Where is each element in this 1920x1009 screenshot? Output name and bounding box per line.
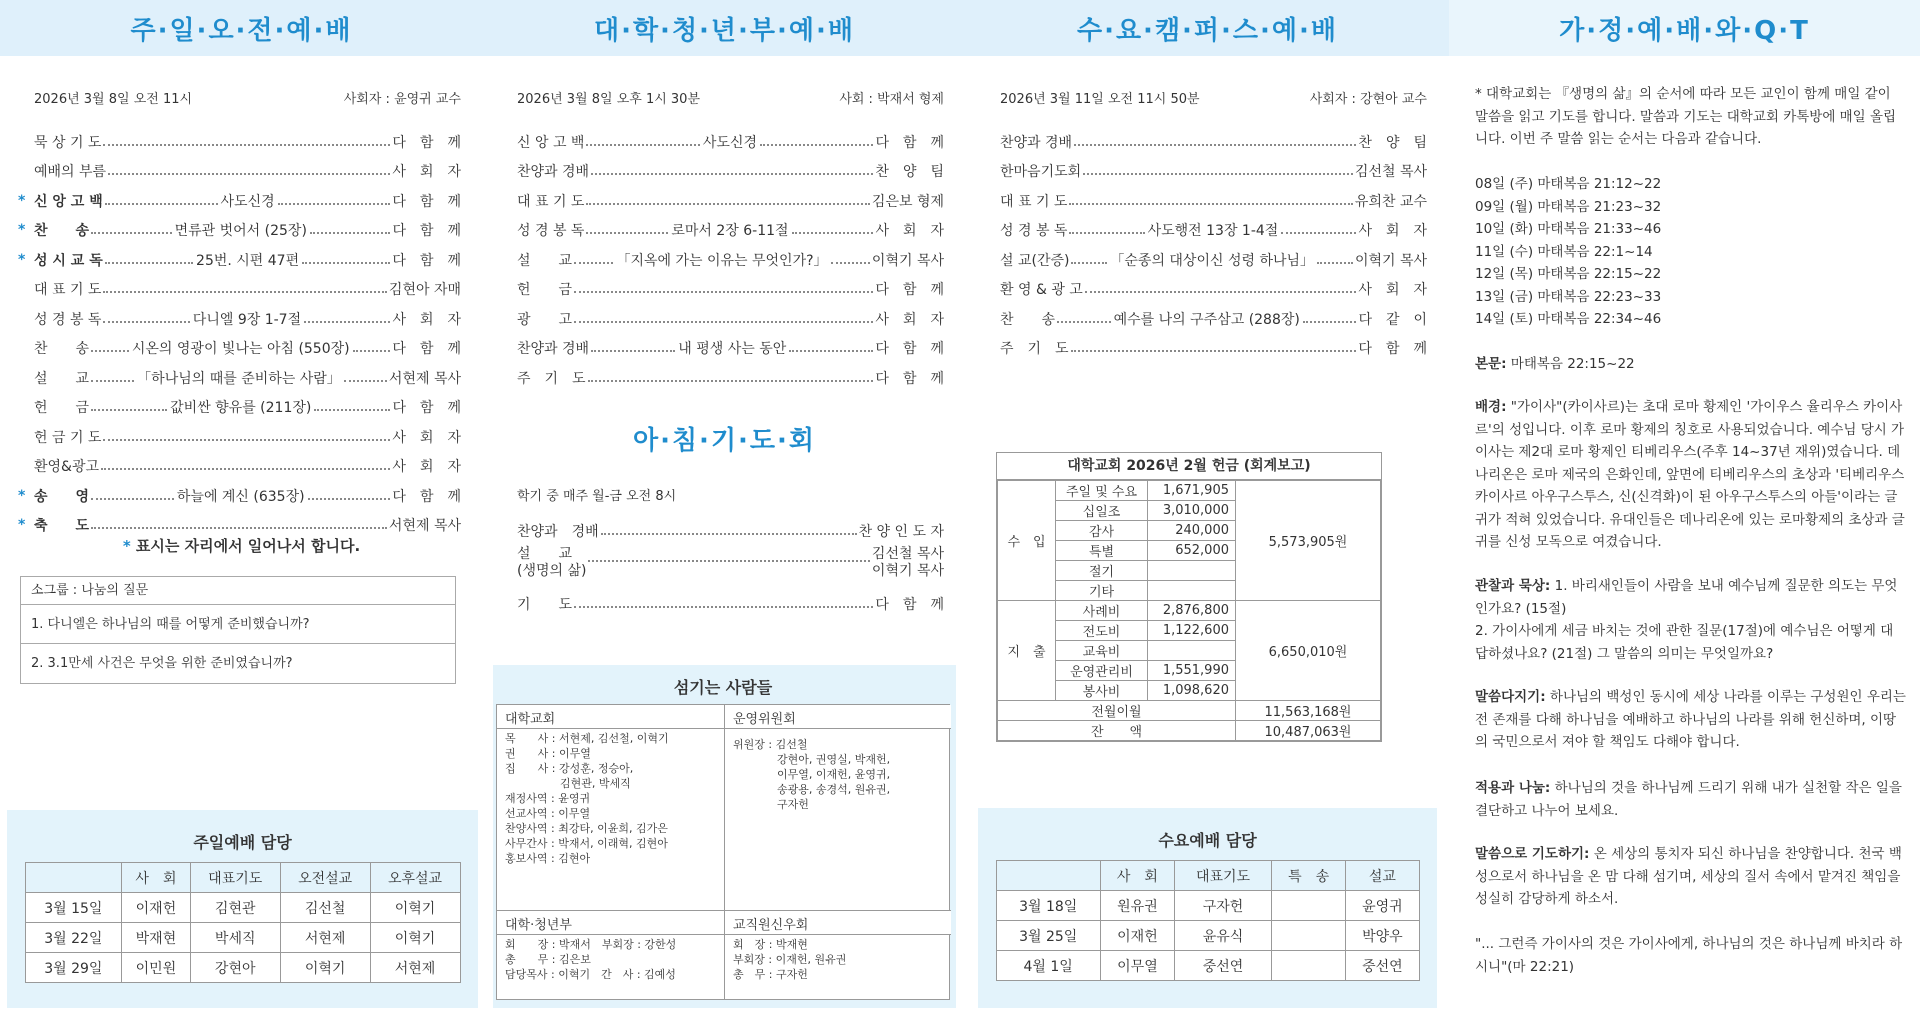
group-question: 2. 3.1만세 사건은 무엇을 위한 준비였습니까? — [31, 656, 293, 671]
duty-cell: 서현제 — [280, 923, 370, 953]
wednesday-duty-box — [978, 808, 1437, 1008]
reading-day: 08일 (주) 마태복음 21:12~22 — [1475, 176, 1662, 192]
duty-cell: 이혁기 — [280, 953, 370, 983]
duty-header: 대표기도 — [190, 863, 280, 893]
order-item-person: 다 함 께 — [875, 134, 945, 151]
reading-day: 11일 (수) 마태복음 22:1~14 — [1475, 243, 1653, 260]
order-item-person: 다 함 께 — [392, 134, 461, 151]
duty-header — [996, 861, 1100, 891]
offering-cell: 주일 및 수요 — [1056, 481, 1148, 501]
order-item-name: 찬양과 경배 — [1000, 134, 1073, 151]
duty-cell: 3월 25일 — [996, 921, 1100, 951]
wednesday-order-list — [966, 127, 1449, 363]
offering-cell: 전월이월 — [998, 701, 1236, 721]
sunday-order-list — [0, 127, 483, 540]
offering-cell: 전도비 — [1056, 621, 1148, 641]
servers-header: 교직원신우회 — [725, 911, 951, 935]
order-item-name: 예배의 부름 — [34, 164, 107, 181]
small-group-questions — [20, 576, 456, 684]
table-row — [25, 893, 460, 923]
order-row — [0, 393, 483, 423]
order-item-name: 찬 송 — [34, 341, 90, 358]
table-row — [25, 953, 460, 983]
order-row — [0, 363, 483, 393]
order-row — [0, 245, 483, 275]
servers-header: 운영위원회 — [725, 705, 951, 729]
order-row — [966, 275, 1449, 305]
duty-header — [25, 863, 122, 893]
order-item-person: 서현제 목사 — [388, 518, 461, 535]
order-item-name: 찬 송 — [1000, 311, 1056, 328]
order-item-name: 환영&광고 — [34, 459, 100, 476]
duty-cell: 윤유식 — [1174, 921, 1271, 951]
order-item-person: 찬 양 팀 — [1358, 134, 1427, 151]
order-row — [0, 216, 483, 246]
group-question: 1. 다니엘은 하나님의 때를 어떻게 준비했습니까? — [21, 605, 455, 644]
order-row — [966, 157, 1449, 187]
order-row — [0, 481, 483, 511]
order-item-person: 다 함 께 — [875, 370, 944, 387]
reading-day: 12일 (목) 마태복음 22:15~22 — [1475, 266, 1662, 282]
order-item-person: 사 회 자 — [392, 429, 461, 446]
duty-header: 특 송 — [1272, 861, 1346, 891]
order-item-name: 광 고 — [517, 311, 573, 328]
order-item-detail: 사도신경 — [702, 134, 757, 151]
standing-mark: * — [18, 192, 26, 209]
offering-cell: 기타 — [1056, 581, 1148, 601]
offering-report — [996, 452, 1382, 742]
offering-cell: 사례비 — [1056, 601, 1148, 621]
order-item-name: 찬양과 경배 — [517, 341, 590, 358]
order-item-detail: 예수를 나의 구주삼고 (288장) — [1113, 311, 1300, 328]
offering-cell: 잔 액 — [998, 721, 1236, 741]
offering-cell: 3,010,000 — [1148, 501, 1236, 521]
order-item-name: 찬 송 — [34, 223, 90, 240]
duty-cell: 김선철 — [280, 893, 370, 923]
order-item-name: 대 표 기 도 — [517, 193, 585, 210]
table-row — [25, 923, 460, 953]
order-row — [966, 216, 1449, 246]
wednesday-leader: 사회자 : 강현아 교수 — [1309, 92, 1427, 107]
order-item-detail: 사도행전 13장 1-4절 — [1147, 223, 1279, 240]
offering-cell: 교육비 — [1056, 641, 1148, 661]
order-item-detail: 「순종의 대상이신 성령 하나님」 — [1110, 252, 1315, 269]
offering-cell: 1,098,620 — [1148, 681, 1236, 701]
order-row — [966, 304, 1449, 334]
duty-cell: 중선연 — [1174, 951, 1271, 981]
order-row — [966, 334, 1449, 364]
standing-mark: * — [18, 517, 26, 534]
duty-cell: 이민원 — [122, 953, 191, 983]
offering-cell: 652,000 — [1148, 541, 1236, 561]
offering-table — [997, 480, 1381, 741]
duty-cell: 이재헌 — [1100, 921, 1174, 951]
order-item-name: 성 시 교 독 — [34, 252, 103, 269]
sunday-duty-table — [25, 862, 461, 983]
order-item-name: 성 경 봉 독 — [1000, 223, 1068, 240]
order-row — [483, 127, 966, 157]
order-row — [0, 186, 483, 216]
duty-cell — [1272, 891, 1346, 921]
reading-day: 10일 (화) 마태복음 21:33~46 — [1475, 221, 1662, 237]
morning-prayer-time: 학기 중 매주 월-금 오전 8시 — [517, 489, 677, 504]
order-item-name: 대 표 기 도 — [1000, 193, 1068, 210]
order-item-person: 사 회 자 — [392, 164, 461, 181]
order-row — [0, 334, 483, 364]
group-title: 소그룹 : 나눔의 질문 — [21, 577, 455, 605]
youth-worship-section — [483, 0, 966, 1009]
offering-cell: 절기 — [1056, 561, 1148, 581]
morning-prayer-title: 아·침·기·도·회 — [632, 426, 817, 456]
duty-cell: 중선연 — [1346, 951, 1419, 981]
order-item-person: 다 함 께 — [392, 193, 461, 210]
duty-header: 오후설교 — [370, 863, 460, 893]
qt-observation: 관찰과 묵상: 1. 바리새인들이 사람을 보내 예수님께 질문한 의도는 무엇인가요? (15절) 2. 가이사에게 세금 바치는 것에 관한 질문(17절)에 예수님은 어떻게 대답하셨나요? (21절) 그 말씀의 의미는 무엇일까요? — [1475, 578, 1898, 662]
offering-cell: 5,573,905원 — [1236, 481, 1381, 601]
servers-panel — [496, 678, 950, 1009]
order-item-person: 다 함 께 — [392, 488, 461, 505]
order-item-name: 헌 금 기 도 — [34, 429, 102, 446]
standing-mark: * — [18, 251, 26, 268]
qt-intro: * 대학교회는 『생명의 삶』의 순서에 따라 모든 교인이 함께 매일 같이 말씀을 읽고 기도를 합니다. 말씀과 기도는 대학교회 카톡방에 매일 올립니다. 이번 주 말씀 읽는 순서는 다음과 같습니다. — [1475, 86, 1897, 147]
offering-cell: 1,671,905 — [1148, 481, 1236, 501]
duty-cell: 3월 15일 — [25, 893, 122, 923]
offering-cell: 240,000 — [1148, 521, 1236, 541]
order-item-detail: 내 평생 사는 동안 — [678, 341, 787, 358]
offering-cell: 특별 — [1056, 541, 1148, 561]
order-row — [483, 186, 966, 216]
order-item-name: 묵 상 기 도 — [34, 134, 102, 151]
table-row — [996, 891, 1419, 921]
offering-cell: 운영관리비 — [1056, 661, 1148, 681]
qt-background: 배경: "가이사"(카이사르)는 초대 로마 황제인 '가이우스 율리우스 카이사르'의 성입니다. 이후 로마 황제의 칭호로 사용되었습니다. 예수님 당시 가이사는 제2대 로마 황제인 티베리우스(주후 14~37년 재위)였습니다. 데나리온은 로마 제국의 은화인데, 앞면에 티베리우스의 초상과 '티베리우스 카이사르 아우구스투스, 신(신격화)이 된 아우구스투스의 아들'이라는 글귀가 적혀 있었습니다. 유대인들은 데나리온에 있는 로마황제의 초상과 글귀를 신성 모독으로 여겼습니다. — [1475, 399, 1905, 550]
order-item-detail: 다니엘 9장 1-7절 — [192, 311, 302, 328]
order-row — [483, 304, 966, 334]
order-row — [0, 127, 483, 157]
order-row — [0, 157, 483, 187]
offering-cell: 지 출 — [998, 601, 1056, 701]
wednesday-worship-section — [966, 0, 1449, 1009]
reading-day: 09일 (월) 마태복음 21:23~32 — [1475, 198, 1662, 215]
youth-leader: 사회 : 박재서 형제 — [839, 92, 944, 107]
offering-cell: 수 입 — [998, 481, 1056, 601]
qt-quote: "... 그런즉 가이사의 것은 가이사에게, 하나님의 것은 하나님께 바치라 하시니"(마 22:21) — [1475, 936, 1903, 975]
reading-day: 13일 (금) 마태복음 22:23~33 — [1475, 288, 1662, 305]
wednesday-duty-title: 수요예배 담당 — [1158, 831, 1257, 850]
qt-text: 본문: 마태복음 22:15~22 — [1475, 356, 1635, 372]
order-item-person: 사 회 자 — [875, 223, 945, 240]
offering-cell: 감사 — [1056, 521, 1148, 541]
offering-cell — [1148, 561, 1236, 581]
duty-cell: 박세직 — [190, 923, 280, 953]
order-item-person: 다 함 께 — [392, 223, 462, 240]
duty-header: 사 회 — [122, 863, 191, 893]
duty-cell: 4월 1일 — [996, 951, 1100, 981]
offering-report-title: 대학교회 2026년 2월 헌금 (회계보고) — [997, 453, 1381, 480]
youth-title: 대·학·청·년·부·예·배 — [483, 0, 966, 56]
order-item-person: 사 회 자 — [392, 459, 461, 476]
youth-date: 2026년 3월 8일 오후 1시 30분 — [517, 92, 701, 107]
order-item-person: 이혁기 목사 — [871, 252, 944, 269]
order-row — [483, 216, 966, 246]
duty-cell: 박재현 — [122, 923, 191, 953]
order-item-person: 다 함 께 — [1358, 341, 1427, 358]
order-item-name: 설 교 — [34, 370, 90, 387]
duty-cell: 원유권 — [1100, 891, 1174, 921]
offering-cell — [1148, 641, 1236, 661]
offering-cell: 11,563,168원 — [1236, 701, 1381, 721]
order-item-name: 헌 금 — [34, 400, 90, 417]
morning-prayer-list — [483, 516, 966, 619]
order-row — [483, 275, 966, 305]
sunday-date: 2026년 3월 8일 오전 11시 — [34, 92, 193, 107]
servers-list: 회 장 : 박재현 부회장 : 이재헌, 원유권 총 무 : 구자헌 — [733, 938, 847, 981]
order-item-person: 사 회 자 — [392, 311, 462, 328]
offering-cell: 6,650,010원 — [1236, 601, 1381, 701]
order-item-name: 설 교 — [517, 252, 573, 269]
duty-cell: 윤영귀 — [1346, 891, 1419, 921]
qt-section — [1449, 0, 1920, 1009]
wednesday-title: 수·요·캠·퍼·스·예·배 — [966, 0, 1449, 56]
offering-cell — [1148, 581, 1236, 601]
order-item-detail: 면류관 벗어서 (25장) — [174, 223, 307, 240]
qt-word: 말씀다지기: 하나님의 백성인 동시에 세상 나라를 이루는 구성원인 우리는 전 존재를 다해 하나님을 예배하고 하나님의 나라를 위해 헌신하며, 이땅의 국민으로서 져야 할 책임도 다해야 합니다. — [1475, 689, 1906, 750]
order-row — [483, 334, 966, 364]
duty-cell: 이재헌 — [122, 893, 191, 923]
order-item-name: 신 앙 고 백 — [517, 134, 585, 151]
order-row: 설 교 (생명의 삶) 김선철 목사 이혁기 목사 — [517, 545, 944, 579]
order-row — [483, 245, 966, 275]
offering-cell: 10,487,063원 — [1236, 721, 1381, 741]
qt-application: 적용과 나눔: 하나님의 것을 하나님께 드리기 위해 내가 실천할 작은 일을 결단하고 나누어 보세요. — [1475, 780, 1902, 819]
order-item-detail: 25번. 시편 47편 — [196, 252, 300, 269]
order-item-person: 사 회 자 — [1358, 282, 1427, 299]
order-item-detail: 사도신경 — [220, 193, 275, 210]
order-item-name: 대 표 기 도 — [34, 282, 102, 299]
duty-cell: 김현관 — [190, 893, 280, 923]
order-row — [966, 127, 1449, 157]
duty-header: 대표기도 — [1174, 861, 1271, 891]
order-row — [0, 422, 483, 452]
sunday-leader: 사회자 : 윤영귀 교수 — [343, 92, 461, 107]
offering-cell: 1,122,600 — [1148, 621, 1236, 641]
order-item-person: 다 함 께 — [392, 400, 462, 417]
order-item-name: 설 교(간증) — [1000, 252, 1070, 269]
order-item-person: 서현제 목사 — [388, 370, 461, 387]
youth-order-list — [483, 127, 966, 393]
order-item-detail: 값비싼 향유를 (211장) — [170, 400, 312, 417]
duty-header: 사 회 — [1100, 861, 1174, 891]
sunday-worship-section — [0, 0, 483, 1009]
order-item-detail: 「하나님의 때를 준비하는 사람」 — [137, 370, 341, 387]
order-row — [483, 363, 966, 393]
offering-cell: 1,551,990 — [1148, 661, 1236, 681]
standing-mark: * — [18, 487, 26, 504]
duty-cell: 3월 18일 — [996, 891, 1100, 921]
qt-reading-schedule — [1475, 173, 1906, 331]
duty-cell: 이혁기 — [370, 893, 460, 923]
servers-list: 위원장 : 김선철 강현아, 권영실, 박재헌, 이무열, 이재헌, 윤영귀, 송광용, 송경석, 원유권, 구자헌 — [725, 729, 951, 911]
duty-cell: 3월 22일 — [25, 923, 122, 953]
order-item-name: 환 영 & 광 고 — [1000, 282, 1083, 299]
duty-cell: 박양우 — [1346, 921, 1419, 951]
servers-header: 대학교회 — [497, 705, 725, 729]
servers-list: 목 사 : 서현제, 김선철, 이혁기 권 사 : 이무열 집 사 : 강성훈, 정승아, 김현관, 박세직 재정사역 : 윤영귀 선교사역 : 이무열 찬양사역 : 최강타, 이윤희, 김가은 사무간사 : 박재서, 이래혁, 김현아 홍보사역 : 김현아 — [497, 729, 725, 911]
order-item-person: 사 회 자 — [1358, 223, 1428, 240]
offering-cell: 십일조 — [1056, 501, 1148, 521]
order-item-name: 신 앙 고 백 — [34, 193, 103, 210]
servers-header: 대학·청년부 — [497, 911, 725, 935]
duty-cell: 이무열 — [1100, 951, 1174, 981]
duty-cell — [1272, 951, 1346, 981]
order-item-name: 찬양과 경배 — [517, 164, 590, 181]
wednesday-date: 2026년 3월 11일 오전 11시 50분 — [1000, 92, 1200, 107]
order-item-person: 김선철 목사 — [1354, 164, 1427, 181]
duty-header: 설교 — [1346, 861, 1419, 891]
table-row — [996, 921, 1419, 951]
order-item-name: 성 경 봉 독 — [517, 223, 585, 240]
duty-header: 오전설교 — [280, 863, 370, 893]
order-item-person: 김현아 자매 — [388, 282, 461, 299]
offering-cell: 봉사비 — [1056, 681, 1148, 701]
order-item-person: 사 회 자 — [875, 311, 944, 328]
standing-mark: * — [18, 222, 26, 239]
servers-list: 회 장 : 박재서 부회장 : 강한성 총 무 : 김은보 담당목사 : 이혁기 간 사 : 김예성 — [497, 935, 725, 999]
order-row — [483, 157, 966, 187]
order-item-person: 다 함 께 — [392, 341, 461, 358]
order-item-person: 다 함 께 — [875, 341, 944, 358]
order-item-name: 주 기 도 — [1000, 341, 1069, 358]
order-item-detail: 하늘에 계신 (635장) — [176, 488, 305, 505]
qt-title: 가·정·예·배·와·Q·T — [1449, 0, 1920, 56]
order-item-name: 주 기 도 — [517, 370, 586, 387]
duty-cell: 이혁기 — [370, 923, 460, 953]
order-item-name: 한마음기도회 — [1000, 164, 1082, 181]
order-item-person: 다 함 께 — [392, 252, 461, 269]
qt-prayer: 말씀으로 기도하기: 온 세상의 통치자 되신 하나님을 찬양합니다. 천국 백성으로서 하나님을 온 맘 다해 섬기며, 세상의 질서 속에서 맡겨진 책임을 성실히 감당하게 하소서. — [1475, 846, 1902, 907]
order-item-person: 다 함 께 — [875, 282, 944, 299]
order-item-person: 유희찬 교수 — [1354, 193, 1427, 210]
offering-cell: 2,876,800 — [1148, 601, 1236, 621]
order-item-person: 이혁기 목사 — [1354, 252, 1428, 269]
order-item-detail: 「지옥에 가는 이유는 무엇인가?」 — [616, 252, 828, 269]
order-row — [0, 275, 483, 305]
order-item-name: 헌 금 — [517, 282, 573, 299]
sunday-duty-title: 주일예배 담당 — [193, 833, 292, 852]
order-item-person: 다 같 이 — [1358, 311, 1428, 328]
duty-cell: 구자헌 — [1174, 891, 1271, 921]
order-item-person: 김은보 형제 — [871, 193, 944, 210]
sunday-title: 주·일·오·전·예·배 — [0, 0, 483, 56]
standing-notice: * 표시는 자리에서 일어나서 합니다. — [122, 537, 361, 555]
servers-title: 섬기는 사람들 — [673, 678, 773, 697]
wednesday-duty-table — [996, 860, 1420, 981]
order-item-detail: 로마서 2장 6-11절 — [671, 223, 789, 240]
duty-cell: 3월 29일 — [25, 953, 122, 983]
order-row — [966, 186, 1449, 216]
order-row — [0, 304, 483, 334]
order-item-name: 송 영 — [34, 488, 90, 505]
order-row — [966, 245, 1449, 275]
duty-cell: 강현아 — [190, 953, 280, 983]
order-row — [0, 452, 483, 482]
reading-day: 14일 (토) 마태복음 22:34~46 — [1475, 311, 1662, 327]
order-row: 찬양과 경배 찬 양 인 도 자 — [517, 523, 944, 540]
table-row — [996, 951, 1419, 981]
order-item-name: 성 경 봉 독 — [34, 311, 102, 328]
order-item-name: 축 도 — [34, 518, 90, 535]
order-item-detail: 시온의 영광이 빛나는 아침 (550장) — [131, 341, 350, 358]
order-row: 기 도 다 함 께 — [517, 597, 944, 614]
sunday-duty-box — [7, 810, 478, 1008]
duty-cell — [1272, 921, 1346, 951]
duty-cell: 서현제 — [370, 953, 460, 983]
order-item-person: 찬 양 팀 — [875, 164, 944, 181]
